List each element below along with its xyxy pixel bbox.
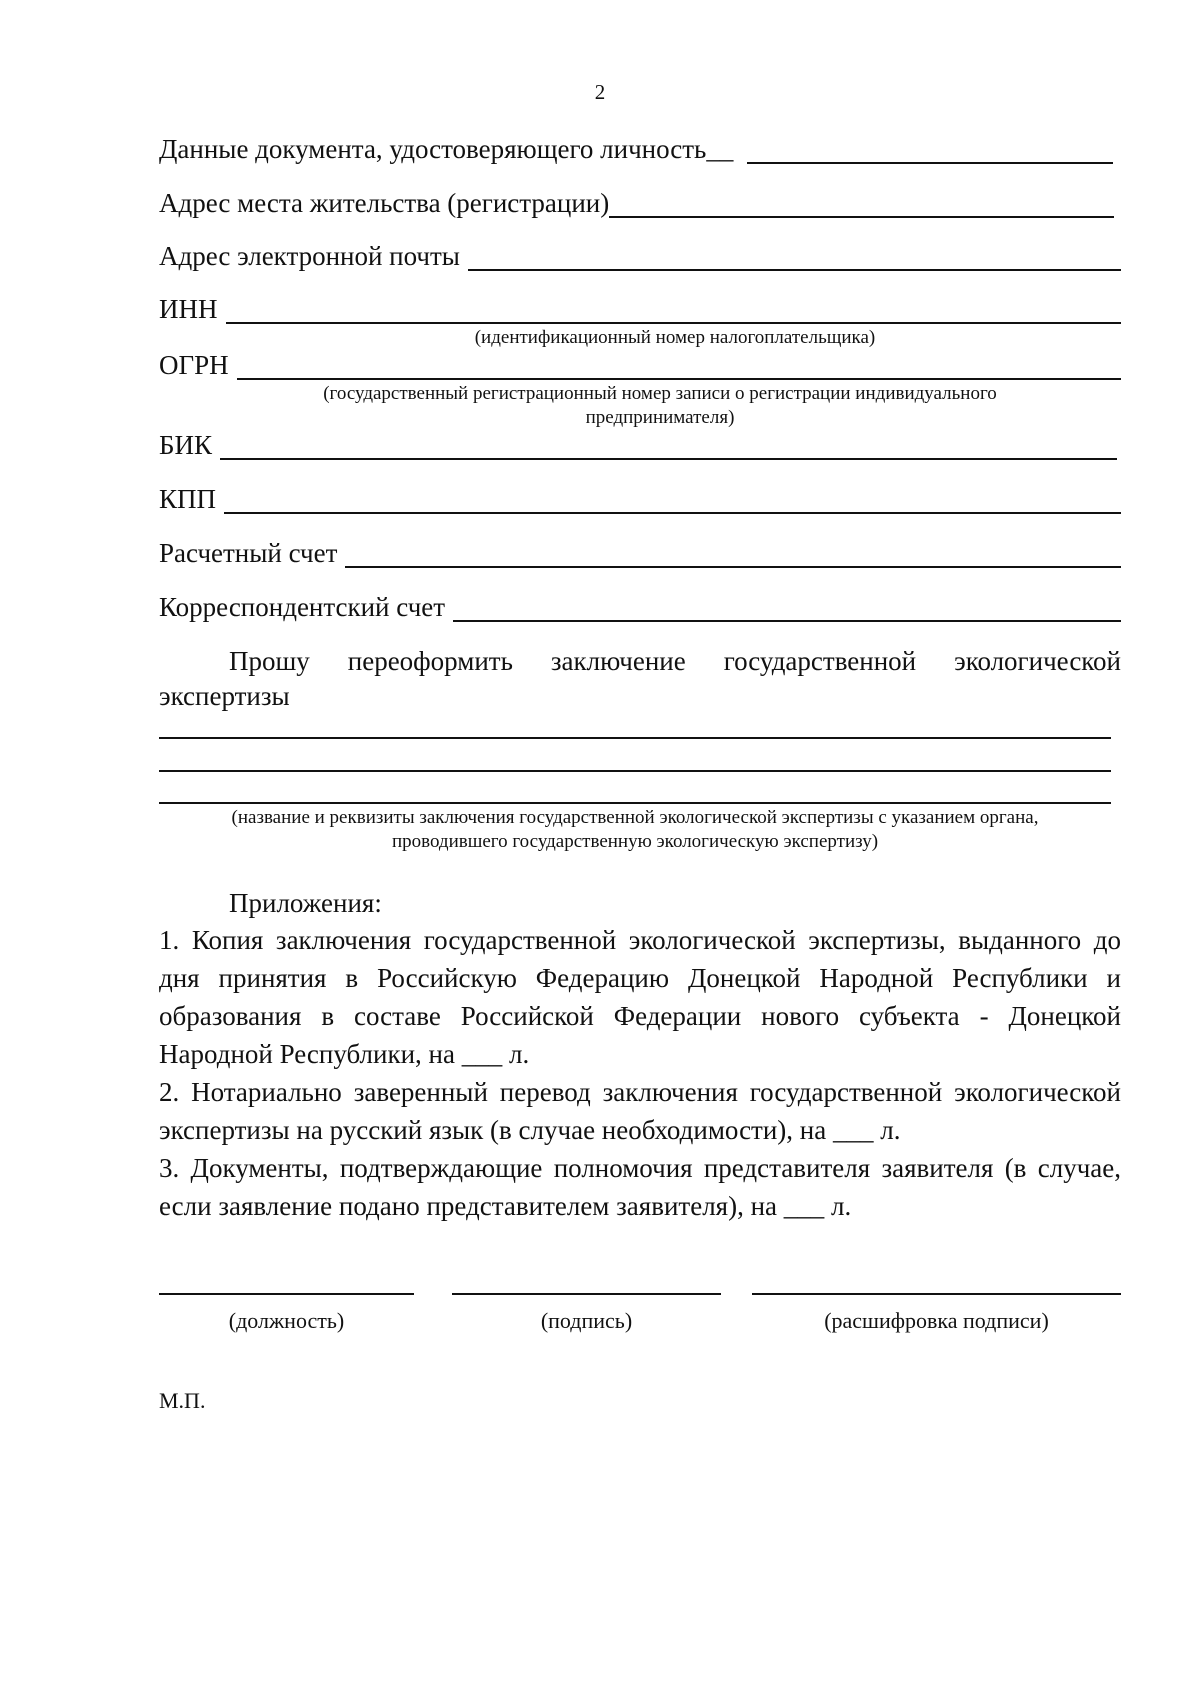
bik-field[interactable] — [159, 426, 1117, 460]
bik-line[interactable] — [220, 430, 1117, 460]
conclusion-hint-line1: (название и реквизиты заключения государственной экологической экспертизы с указанием органа, — [231, 807, 1039, 828]
signature-line[interactable] — [452, 1293, 721, 1295]
account-label: Расчетный счет — [159, 538, 338, 568]
conclusion-line-1[interactable] — [159, 737, 1111, 739]
ogrn-line[interactable] — [237, 350, 1121, 380]
email-label: Адрес электронной почты — [159, 241, 460, 271]
inn-hint: (идентификационный номер налогоплательщика) — [474, 327, 876, 348]
email-line[interactable] — [468, 241, 1121, 271]
decoding-label: (расшифровка подписи) — [824, 1308, 1049, 1333]
ogrn-label: ОГРН — [159, 350, 229, 380]
decoding-line[interactable] — [752, 1293, 1121, 1295]
bik-label: БИК — [159, 430, 213, 460]
conclusion-line-3[interactable] — [159, 802, 1111, 804]
corr-account-line[interactable] — [453, 592, 1121, 622]
attachment-item-2: 2. Нотариально заверенный перевод заключения государственной экологической экспертизы на русский язык (в случае необходимости), на ___ л. — [159, 1077, 1121, 1145]
kpp-line[interactable] — [224, 484, 1121, 514]
inn-line[interactable] — [226, 294, 1122, 324]
identity-doc-label: Данные документа, удостоверяющего личность__ — [159, 134, 734, 164]
ogrn-field[interactable] — [159, 346, 1121, 380]
ogrn-hint-line1: (государственный регистрационный номер записи о регистрации индивидуального — [323, 383, 997, 404]
account-field[interactable] — [159, 534, 1121, 568]
signature-label: (подпись) — [540, 1308, 633, 1333]
conclusion-line-2[interactable] — [159, 770, 1111, 772]
inn-field[interactable] — [159, 290, 1121, 324]
corr-account-field[interactable] — [159, 588, 1121, 622]
kpp-label: КПП — [159, 484, 217, 514]
position-line[interactable] — [159, 1293, 414, 1295]
account-line[interactable] — [345, 538, 1121, 568]
residence-line[interactable] — [609, 188, 1114, 218]
request-line2: экспертизы — [159, 681, 290, 711]
conclusion-hint-line2: проводившего государственную экологическую экспертизу) — [391, 831, 879, 852]
stamp-place: М.П. — [159, 1388, 206, 1413]
position-label: (должность) — [228, 1308, 345, 1333]
kpp-field[interactable] — [159, 480, 1121, 514]
ogrn-hint-line2: предпринимателя) — [585, 407, 735, 428]
identity-doc-line[interactable] — [747, 134, 1113, 164]
identity-doc-field[interactable] — [159, 130, 1113, 164]
attachments-heading: Приложения: — [229, 888, 382, 918]
residence-field[interactable] — [159, 184, 1114, 218]
request-line1: Прошу переоформить заключение государственной экологической — [229, 646, 1121, 676]
corr-account-label: Корреспондентский счет — [159, 592, 446, 622]
attachment-item-3: 3. Документы, подтверждающие полномочия представителя заявителя (в случае, если заявление подано представителем заявителя), на ___ л. — [159, 1153, 1121, 1221]
email-field[interactable] — [159, 237, 1121, 271]
residence-label: Адрес места жительства (регистрации) — [159, 188, 610, 218]
page-number: 2 — [594, 80, 606, 104]
inn-label: ИНН — [159, 294, 218, 324]
attachment-item-1: 1. Копия заключения государственной экологической экспертизы, выданного до дня принятия в Российскую Федерацию Донецкой Народной Республики и образования в составе Российской Федерации нового субъекта - Донецкой Народной Республики, на ___ л. — [159, 925, 1121, 1069]
